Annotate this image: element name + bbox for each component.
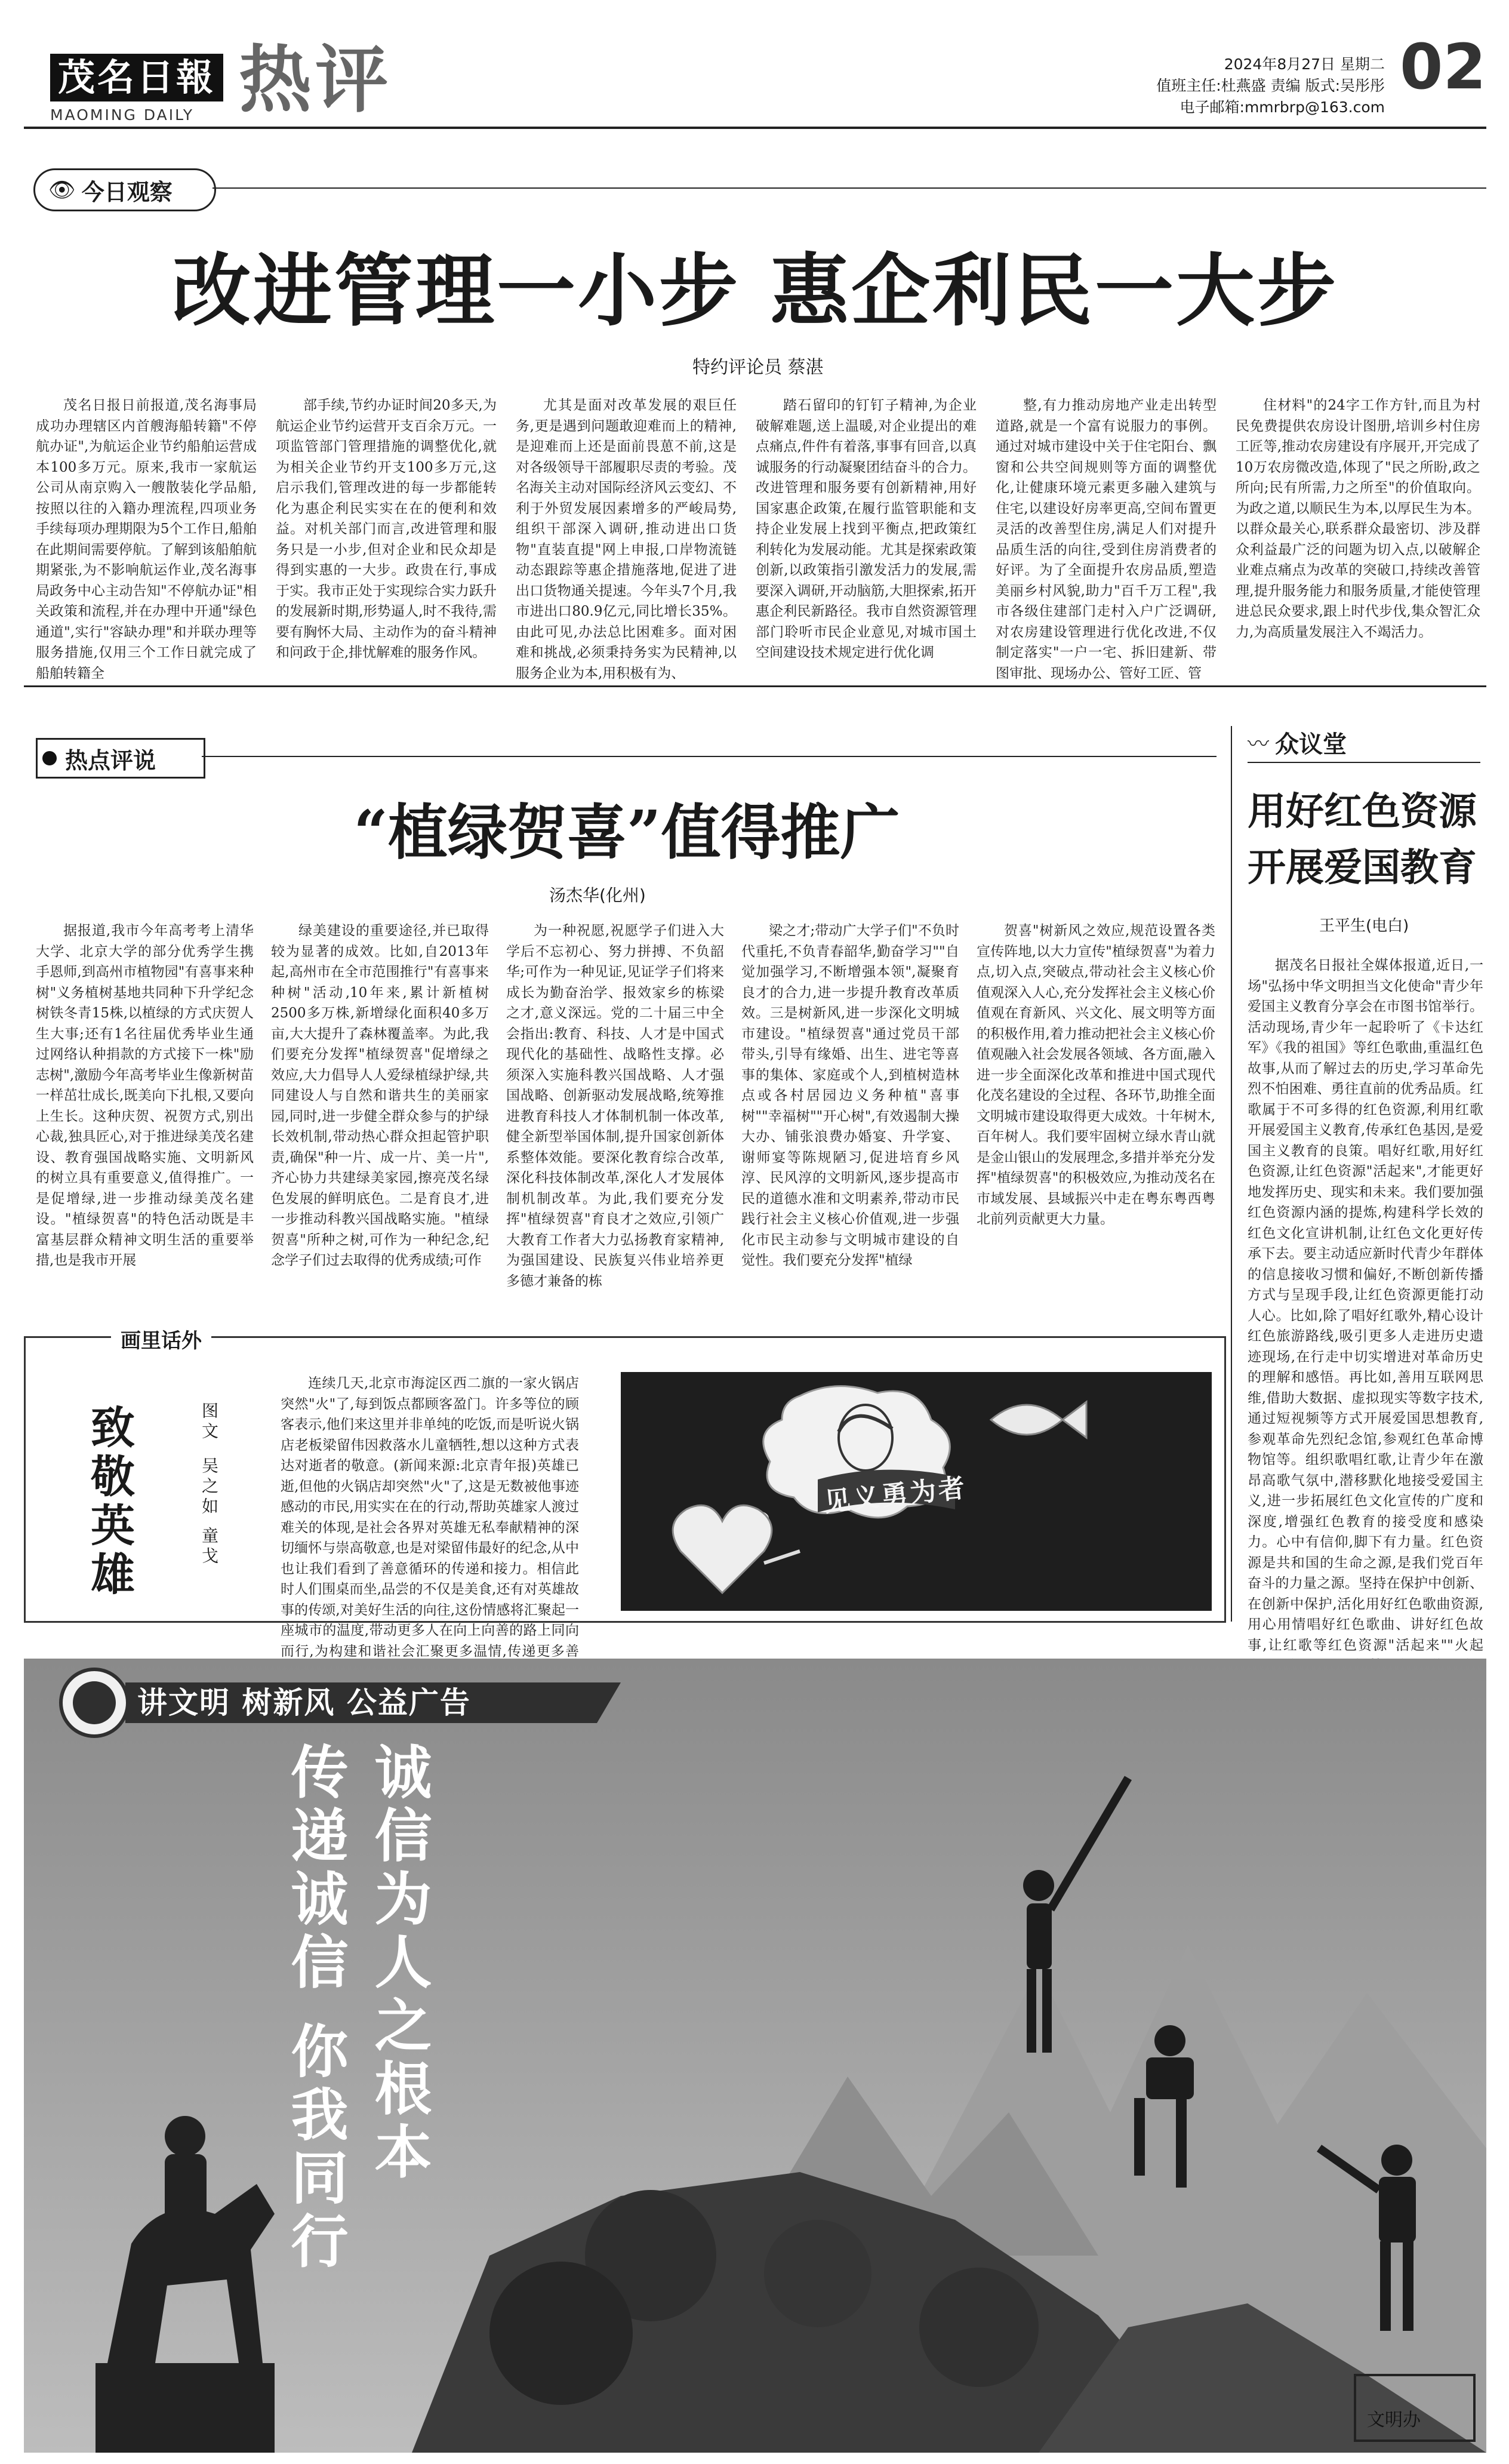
side-headline-line2: 开展爱国教育	[1248, 845, 1477, 890]
editors-line: 值班主任:杜燕盛 责编 版式:吴彤彤	[1156, 77, 1385, 94]
fish-shape	[991, 1402, 1086, 1438]
hot-column-label-text: 热点评说	[65, 746, 156, 774]
masthead-logo	[50, 54, 223, 101]
section-name: 热评	[239, 36, 392, 122]
cartoon-paragraph: 连续几天,北京市海淀区西二旗的一家火锅店突然"火"了,每到饭点都顾客盈门。许多等位的顾客表示,他们来这里并非单纯的吃饭,而是听说火锅店老板梁留伟因救落水儿童牺牲,想以这种方式表达对逝者的敬意。(新闻来源:北京青年报)英雄已逝,但他的火锅店却突然"火"了,这是无数被他事迹感动的市民,用实实在在的行动,帮助英雄家人渡过难关的体现,是社会各界对英雄无私奉献精神的深切缅怀与崇高敬意,也是对梁留伟最好的纪念,从中也让我们看到了善意循环的传递和接力。相信此时人们围桌而坐,品尝的不仅是美食,还有对英雄故事的传颂,对美好生活的向往,这份情感将汇聚起一座城市的温度,带动更多人在向上向善的路上同向而行,为构建和谐社会汇聚更多温情,传递更多善	[281, 1376, 579, 1659]
cartoon-title: 致敬英雄	[84, 1404, 135, 1600]
cartoon-column-label	[111, 1327, 211, 1351]
cartoon-body	[281, 1373, 579, 1659]
bullet-icon	[42, 751, 57, 765]
lead-headline: 改进管理一小步 惠企利民一大步	[172, 245, 1338, 337]
lead-byline: 特约评论员 蔡湛	[692, 357, 824, 378]
ad-banner-text: 讲文明 树新风 公益广告	[137, 1685, 471, 1720]
lead-label-rule	[213, 187, 1486, 189]
bubble-text: 见义勇为者	[823, 1472, 969, 1518]
hot-col-2	[271, 921, 489, 1374]
email-line: 电子邮箱:mmrbrp@163.com	[1180, 99, 1385, 116]
side-column-label	[1248, 724, 1480, 761]
heart-shape	[673, 1505, 772, 1593]
lead-col-6	[1236, 395, 1480, 670]
ad-area	[24, 1659, 1486, 2453]
side-paragraph: 据茂名日报社全媒体报道,近日,一场"弘扬中华文明担当文化使命"青少年爱国主义教育分享会在市图书馆举行。活动现场,青少年一起聆听了《卡达红军》《我的祖国》等红色歌曲,重温红色故事,从而了解过去的历史,学习革命先烈不怕困难、勇往直前的优秀品质。红歌属于不可多得的红色资源,利用红歌开展爱国主义教育,传承红色基因,是爱国主义教育的良策。唱好红歌,用好红色资源,让红色资源"活起来",才能更好地发挥历史、现实和未来。我们要加强红色资源内涵的提炼,构建科学长效的红色文化宣讲机制,让红色文化更好传承下去。要主动适应新时代青少年群体的信息接收习惯和偏好,不断创新传播方式与呈现手段,让红色资源更能打动人心。比如,除了唱好红歌外,精心设计红色旅游路线,吸引更多人走进历史遗迹现场,在行走中切实增进对革命历史的理解和感悟。再比如,善用互联网思维,借助大数据、虚拟现实等数字技术,通过短视频等方式开展爱国思想教育,参观革命先烈纪念馆,参观红色革命博物馆等。组织歌唱红歌,让青少年在激昂高歌气氛中,潜移默化地接受爱国主义,进一步拓展红色文化宣传的广度和深度,增强红色教育的接受度和感染力。心中有信仰,脚下有力量。红色资源是共和国的生命之源,是我们党百年奋斗的力量之源。坚持在保护中创新、在创新中保护,活化用好红色歌曲资源,用心用情唱好红色歌曲、讲好红色故事,让红歌等红色资源"活起来""火起	[1248, 958, 1483, 1653]
lead-col-2	[276, 395, 497, 670]
lead-paragraph: 部手续,节约办证时间20多天,为航运企业节约运营开支百余万元。一项监管部门管理措施的调整优化,就为相关企业节约开支100多万元,这启示我们,管理改进的每一步都能转化为惠企利民实实在在的便利和效益。对机关部门而言,改进管理和服务只是一小步,但对企业和民众却是得到实惠的一大步。政贵在行,事成于实。我市正处于实现综合实力跃升的发展新时期,形势逼人,时不我待,需要有胸怀大局、主动作为的奋斗精神和问政于企,排忧解难的服务作风。	[276, 398, 497, 660]
side-headline-line1: 用好红色资源	[1248, 789, 1477, 834]
lead-paragraph: 茂名日报日前报道,茂名海事局成功办理辖区内首艘海船转籍"不停航办证",为航运企业节约船舶运营成本100多万元。原来,我市一家航运公司从南京购入一艘散装化学品船,按照以往的入籍办理流程,四项业务手续每项办理期限为5个工作日,船舶在此期间需要停航。了解到该船舶航期紧张,为不影响航运作业,茂名海事局政务中心主动告知"不停航办证"相关政策和流程,并在办理中开通"绿色通道",实行"容缺办理"和并联办理等服务措施,仅用三个工作日就完成了船舶转籍全	[36, 398, 257, 681]
lead-paragraph: 整,有力推动房地产业走出转型道路,就是一个富有说服力的事例。通过对城市建设中关于住宅阳台、飘窗和公共空间规则等方面的调整优化,让健康环境元素更多融入建筑与住宅,以建设好房率更高,空间布置更灵活的改善型住房,满足人们对提升品质生活的向往,受到住房消费者的好评。为了全面提升农房品质,塑造美丽乡村风貌,助力"百千万工程",我市各级住建部门走村入户广泛调研,对农房建设管理进行优化改进,不仅制定落实"一户一宅、拆旧建新、带图审批、现场办公、管好工匠、管	[996, 398, 1217, 681]
hot-col-3	[506, 921, 724, 1374]
hot-paragraph: 绿美建设的重要途径,并已取得较为显著的成效。比如,自2013年起,高州市在全市范围推行"有喜事来种树"活动,10年来,累计新植树2500多万株,新增绿化面积40多万亩,大大提升了森林覆盖率。为此,我们要充分发挥"植绿贺喜"促增绿之效应,大力倡导人人爱绿植绿护绿,共同建设人与自然和谐共生的美丽家园,同时,进一步健全群众参与的护绿长效机制,带动热心群众担起管护职责,确保"种一片、成一片、美一片",齐心协力共建绿美家园,擦亮茂名绿色发展的鲜明底色。二是育良才,进一步推动科教兴国战略实施。"植绿贺喜"所种之树,可作为一种纪念,纪念学子们过去取得的优秀成绩;可作	[271, 923, 489, 1268]
ad-emblem	[73, 1681, 116, 1724]
hot-col-4	[741, 921, 959, 1374]
lead-paragraph: 住材料"的24字工作方针,而且为村民免费提供农房设计图册,培训乡村住房工匠等,推动农房建设有序展开,开完成了10万农房微改造,体现了"民之所盼,政之所向;民有所需,力之所至"的价值取向。为政之道,以顺民生为本,以厚民生为本。以群众最关心,联系群众最密切、涉及群众利益最广泛的问题为切入点,以破解企业难点痛点为改革的突破口,持续改善管理,提升服务能力和服务质量,才能使管理进总民众要求,跟上时代步伐,集众智汇众力,为高质量发展注入不竭活力。	[1236, 398, 1480, 640]
hot-col-5	[977, 921, 1215, 1374]
cartoon-credit-label: 图文	[199, 1402, 219, 1442]
side-label-rule	[1248, 762, 1480, 763]
lead-col-5	[996, 395, 1217, 681]
masthead-rule	[24, 127, 1486, 129]
side-divider	[1231, 726, 1232, 1622]
figure-arm	[764, 1551, 800, 1563]
lead-col-3	[516, 395, 737, 681]
eye-icon: 👁	[48, 178, 76, 202]
tree	[764, 2220, 871, 2327]
date-line: 2024年8月27日 星期二	[1224, 56, 1385, 73]
page-number: 02	[1400, 30, 1486, 103]
ad-slogan-right: 诚信为人之根本	[365, 1742, 433, 2185]
ad-seal-text: 文明办	[1367, 2410, 1421, 2431]
lead-col-1	[36, 395, 257, 681]
hot-column-label	[36, 738, 205, 779]
lead-paragraph: 尤其是面对改革发展的艰巨任务,更是遇到问题敢迎难而上的精神,是迎难而上还是面前畏葸不前,这是对各级领导干部履职尽责的考验。茂名海关主动对国际经济风云变幻、不利于外贸发展因素增多的严峻局势,组织干部深入调研,推动进出口货物"直装直提"网上申报,口岸物流链动态跟踪等惠企措施落地,促进了进出口货物通关提速。今年头7个月,我市进出口80.9亿元,同比增长35%。由此可见,办法总比困难多。面对困难和挑战,必须秉持务实为民精神,以服务企业为本,用积极有为、	[516, 398, 737, 681]
section-divider	[24, 685, 1486, 687]
side-body	[1248, 955, 1483, 1653]
tree	[919, 2268, 1039, 2387]
lead-column-label	[33, 168, 216, 211]
rss-icon: 〰	[1248, 731, 1270, 756]
cartoon-column-label-text: 画里话外	[121, 1328, 202, 1353]
lead-paragraph: 踏石留印的钉钉子精神,为企业破解难题,送上温暖,对企业提出的难点痛点,件件有着落,事事有回音,以真诚服务的行动凝聚团结奋斗的合力。改进管理和服务要有创新精神,用好国家惠企政策,在履行监管职能和支持企业发展上找到平衡点,把政策红利转化为发展动能。尤其是探索政策创新,以政策指引激发活力的发展,需要深入调研,开动脑筋,大胆探索,拓开惠企利民新路径。我市自然资源管理部门聆听市民企业意见,对城市国土空间建设技术规定进行优化调	[756, 398, 977, 660]
hot-paragraph: 梁之才;带动广大学子们"不负时代重托,不负青春韶华,勤奋学习""自觉加强学习,不断增强本领",凝聚育良才的合力,进一步提升教育改革质效。三是树新风,进一步深化文明城市建设。"植绿贺喜"通过党员干部带头,引导有缘婚、出生、进宅等喜事的集体、家庭或个人,到植树造林点或各村居园边义务种植"喜事树""幸福树""开心树",有效遏制大操大办、铺张浪费办婚宴、升学宴、谢师宴等陈规陋习,促进培育乡风淳、民风淳的文明新风,逐步提高市民的道德水准和文明素养,带动市民践行社会主义核心价值观,进一步强化市民主动参与文明城市建设的自觉性。我们要充分发挥"植绿	[741, 923, 959, 1268]
side-column-label-text: 众议堂	[1275, 730, 1347, 758]
cartoon-credit-names: 吴之如 童戈	[199, 1457, 219, 1567]
ad-slogan-left: 传递诚信 你我同行	[282, 1742, 349, 2275]
lead-col-4	[756, 395, 977, 670]
hot-col-1	[36, 921, 254, 1374]
hot-paragraph: 为一种祝愿,祝愿学子们进入大学后不忘初心、努力拼搏、不负韶华;可作为一种见证,见证学子们将来成长为勤奋治学、报效家乡的栋梁之才,意义深远。党的二十届三中全会指出:教育、科技、人才是中国式现代化的基础性、战略性支撑。必须深入实施科教兴国战略、人才强国战略、创新驱动发展战略,统筹推进教育科技人才体制机制一体改革,健全新型举国体制,提升国家创新体系整体效能。要深化教育综合改革,深化科技体制改革,深化人才发展体制机制改革。为此,我们要充分发挥"植绿贺喜"育良才之效应,引领广大教育工作者大力弘扬教育家精神,为强国建设、民族复兴伟业培养更多德才兼备的栋	[506, 923, 724, 1289]
hot-byline: 汤杰华(化州)	[549, 885, 646, 905]
hot-headline: “植绿贺喜”值得推广	[353, 797, 900, 868]
cartoon-illustration	[621, 1372, 1212, 1611]
side-byline: 王平生(电白)	[1319, 917, 1409, 935]
hot-label-rule	[202, 756, 1217, 757]
hot-paragraph: 据报道,我市今年高考考上清华大学、北京大学的部分优秀学生携手恩师,到高州市植物园"有喜事来种树"义务植树基地共同种下升学纪念树铁冬青15株,以植绿的方式庆贺人生大事;还有1名往届优秀毕业生通过网络认种捐款的方式接下一株"励志树",激励今年高考毕业生像新树苗一样茁壮成长,既美向下扎根,又要向上生长。这种庆贺、祝贺方式,别出心裁,独具匠心,对于推进绿美茂名建设、教育强国战略实施、文明新风的树立具有重要意义,值得推广。一是促增绿,进一步推动绿美茂名建设。"植绿贺喜"的特色活动既是丰富基层群众精神文明生活的重要举措,也是我市开展	[36, 923, 254, 1268]
logo-text: 茂名日報	[57, 56, 215, 99]
hot-paragraph: 贺喜"树新风之效应,规范设置各类宣传阵地,以大力宣传"植绿贺喜"为着力点,切入点,突破点,带动社会主义核心价值观深入人心,充分发挥社会主义核心价值观在育新风、兴文化、展文明等方面的积极作用,着力推动把社会主义核心价值观融入社会发展各领域、各方面,融入进一步全面深化改革和推进中国式现代化茂名建设的全过程、各环节,助推全面文明城市建设取得更大成效。十年树木,百年树人。我们要牢固树立绿水青山就是金山银山的发展理念,多措并举充分发挥"植绿贺喜"的积极效应,为推动茂名在市域发展、县域振兴中走在粤东粤西粤北前列贡献更大力量。	[977, 923, 1215, 1227]
logo-subtitle: MAOMING DAILY	[50, 106, 195, 124]
lead-column-label-text: 今日观察	[81, 178, 173, 205]
tree	[489, 2262, 633, 2405]
